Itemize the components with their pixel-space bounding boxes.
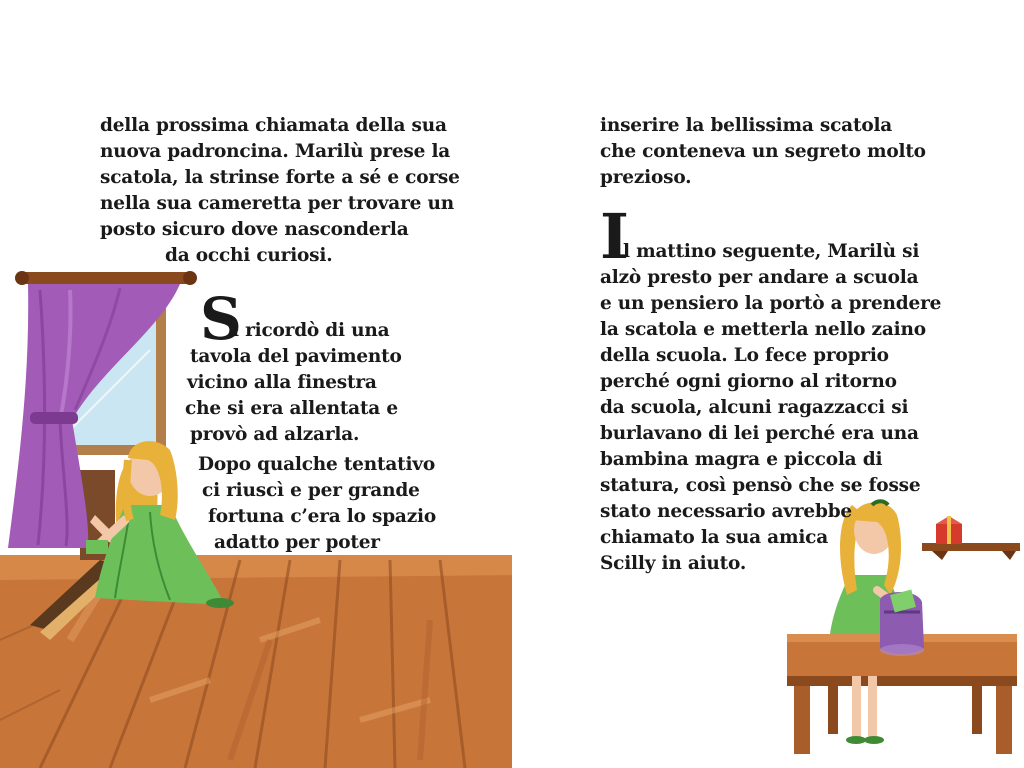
text-line: stato necessario avrebbe <box>600 501 852 522</box>
text-line: statura, così pensò che se fosse <box>600 475 921 496</box>
text-line: posto sicuro dove nasconderla <box>100 219 409 240</box>
text-line: che si era allentata e <box>185 398 398 419</box>
text-line: la scatola e metterla nello zaino <box>600 319 926 340</box>
text-line: perché ogni giorno al ritorno <box>600 371 897 392</box>
text-line: Scilly in aiuto. <box>600 553 747 574</box>
text-line: e un pensiero la portò a prendere <box>600 293 942 314</box>
text-line: ci riuscì e per grande <box>202 480 420 501</box>
text-line: vicino alla finestra <box>187 372 377 393</box>
text-line: bambina magra e piccola di <box>600 449 883 470</box>
text-line: burlavano di lei perché era una <box>600 423 919 444</box>
text-line: della scuola. Lo fece proprio <box>600 345 889 366</box>
drop-cap-letter: I <box>600 200 630 273</box>
drop-cap-letter: S <box>200 285 242 353</box>
text-line: adatto per poter <box>214 532 380 553</box>
girl-with-backpack <box>830 501 924 744</box>
text-line: tavola del pavimento <box>190 346 402 367</box>
text-line: scatola, la strinse forte a sé e corse <box>100 167 460 188</box>
text-line: che conteneva un segreto molto <box>600 141 926 162</box>
text-line: alzò presto per andare a scuola <box>600 267 919 288</box>
text-line: da scuola, alcuni ragazzacci si <box>600 397 909 418</box>
wall-shelf <box>922 516 1020 560</box>
text-line: da occhi curiosi. <box>165 245 333 266</box>
text-line: provò ad alzarla. <box>190 424 360 445</box>
text-line: della prossima chiamata della sua <box>100 115 447 136</box>
text-line: inserire la bellissima scatola <box>600 115 893 136</box>
text-line: fortuna c’era lo spazio <box>208 506 436 527</box>
text-line: Dopo qualche tentativo <box>198 454 435 475</box>
text-line: chiamato la sua amica <box>600 527 829 548</box>
text-line: prezioso. <box>600 167 692 188</box>
curtain-rod <box>15 271 197 285</box>
wooden-floor <box>0 555 512 768</box>
text-line: i ricordò di una <box>232 320 390 341</box>
text-line: nuova padroncina. Marilù prese la <box>100 141 451 162</box>
text-line: l mattino seguente, Marilù si <box>623 241 920 262</box>
text-line: nella sua cameretta per trovare un <box>100 193 454 214</box>
right-page <box>512 0 1024 768</box>
